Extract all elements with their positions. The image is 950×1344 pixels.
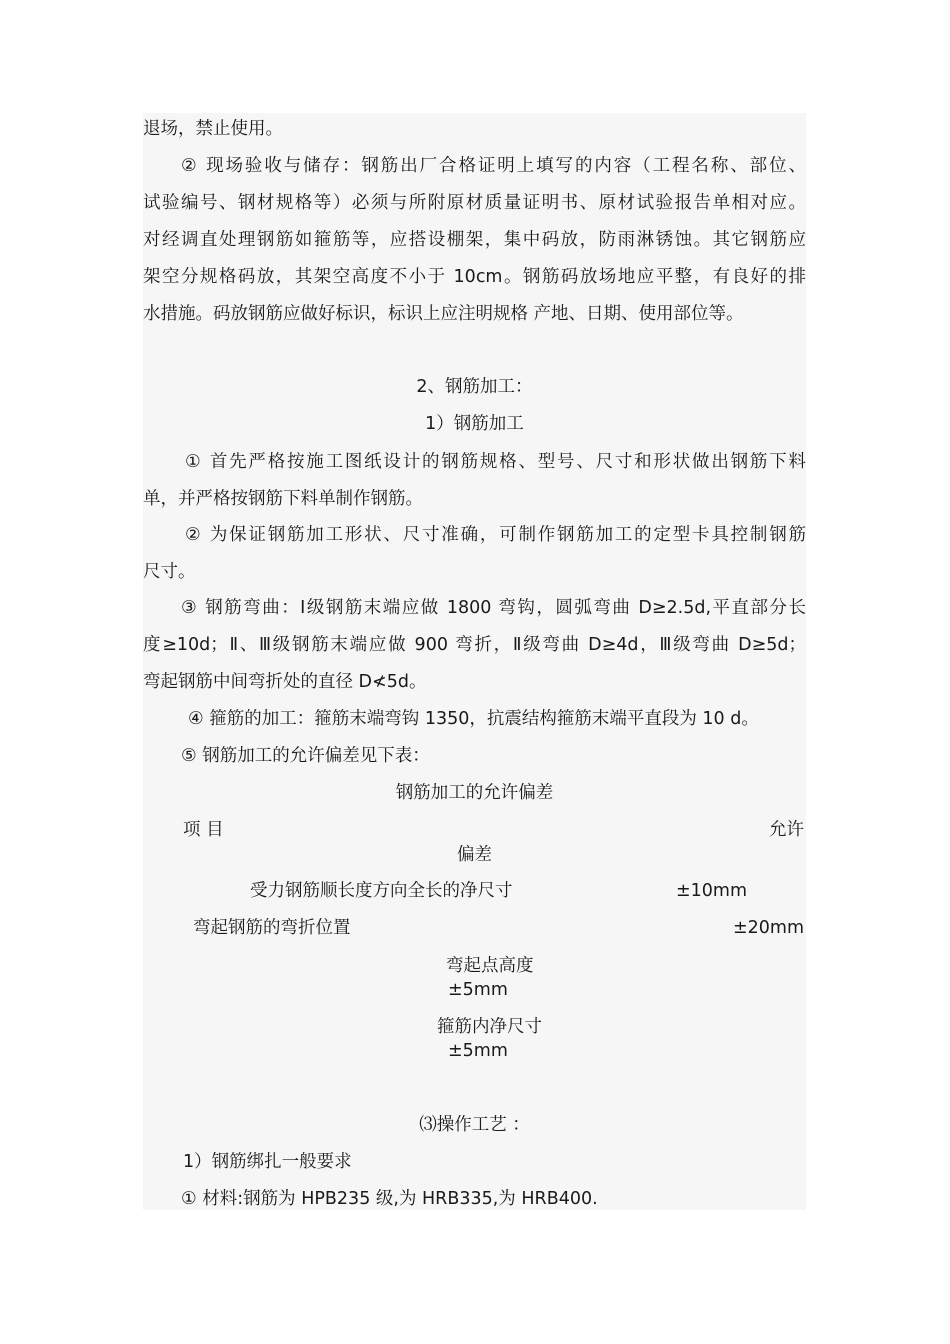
paragraph-line: ② 现场验收与储存：钢筋出厂合格证明上填写的内容（工程名称、部位、 xyxy=(181,156,806,176)
paragraph-line: ② 为保证钢筋加工形状、尺寸准确，可制作钢筋加工的定型卡具控制钢筋 xyxy=(185,525,806,545)
table-cell-item: 弯起钢筋的弯折位置 xyxy=(193,918,351,938)
table-cell-tolerance: ±5mm xyxy=(448,980,508,1000)
paragraph-line: ① 材料:钢筋为 HPB235 级,为 HRB335,为 HRB400. xyxy=(181,1189,598,1209)
table-cell-item: 弯起点高度 xyxy=(446,956,534,976)
section-heading: ⑶操作工艺 ： xyxy=(419,1115,530,1135)
paragraph-line: ④ 箍筋的加工：箍筋末端弯钩 1350，抗震结构箍筋末端平直段为 10 d。 xyxy=(188,709,759,729)
paragraph-line: 退场，禁止使用。 xyxy=(143,119,283,139)
subsection-heading: 1）钢筋绑扎一般要求 xyxy=(183,1152,352,1172)
paragraph-line: 弯起钢筋中间弯折处的直径 D≮5d。 xyxy=(143,672,427,692)
paragraph-line: 架空分规格码放，其架空高度不小于 10cm。钢筋码放场地应平整，有良好的排 xyxy=(143,267,806,287)
table-cell-tolerance: ±5mm xyxy=(448,1041,508,1061)
subsection-heading: 1）钢筋加工 xyxy=(425,414,524,434)
table-cell-tolerance: ±20mm xyxy=(733,918,805,938)
paragraph-line: 单，并严格按钢筋下料单制作钢筋。 xyxy=(143,489,423,509)
paragraph-line: 尺寸。 xyxy=(143,562,196,582)
paragraph-line: 试验编号、钢材规格等）必须与所附原材质量证明书、原材试验报告单相对应。 xyxy=(143,193,806,213)
paragraph-line: ⑤ 钢筋加工的允许偏差见下表： xyxy=(181,746,430,766)
table-cell-item: 箍筋内净尺寸 xyxy=(437,1017,542,1037)
paragraph-line: ③ 钢筋弯曲：Ⅰ级钢筋末端应做 1800 弯钩，圆弧弯曲 D≥2.5d,平直部分长 xyxy=(181,598,806,618)
table-title: 钢筋加工的允许偏差 xyxy=(395,783,554,803)
table-cell-tolerance: ±10mm xyxy=(676,881,748,901)
paragraph-line: ① 首先严格按施工图纸设计的钢筋规格、型号、尺寸和形状做出钢筋下料 xyxy=(185,452,806,472)
paragraph-line: 水措施。码放钢筋应做好标识，标识上应注明规格 产地、日期、使用部位等。 xyxy=(143,304,744,324)
table-header-item: 项 目 xyxy=(183,820,224,840)
table-header-tolerance: 允许 xyxy=(769,820,804,840)
table-header-tolerance-cont: 偏差 xyxy=(457,845,492,865)
section-heading: 2、钢筋加工： xyxy=(416,377,533,397)
table-cell-item: 受力钢筋顺长度方向全长的净尺寸 xyxy=(250,881,513,901)
paragraph-line: 度≥10d；Ⅱ、Ⅲ级钢筋末端应做 900 弯折，Ⅱ级弯曲 D≥4d，Ⅲ级弯曲 D≥5d； xyxy=(143,635,806,655)
paragraph-line: 对经调直处理钢筋如箍筋等，应搭设棚架，集中码放，防雨淋锈蚀。其它钢筋应 xyxy=(143,230,806,250)
